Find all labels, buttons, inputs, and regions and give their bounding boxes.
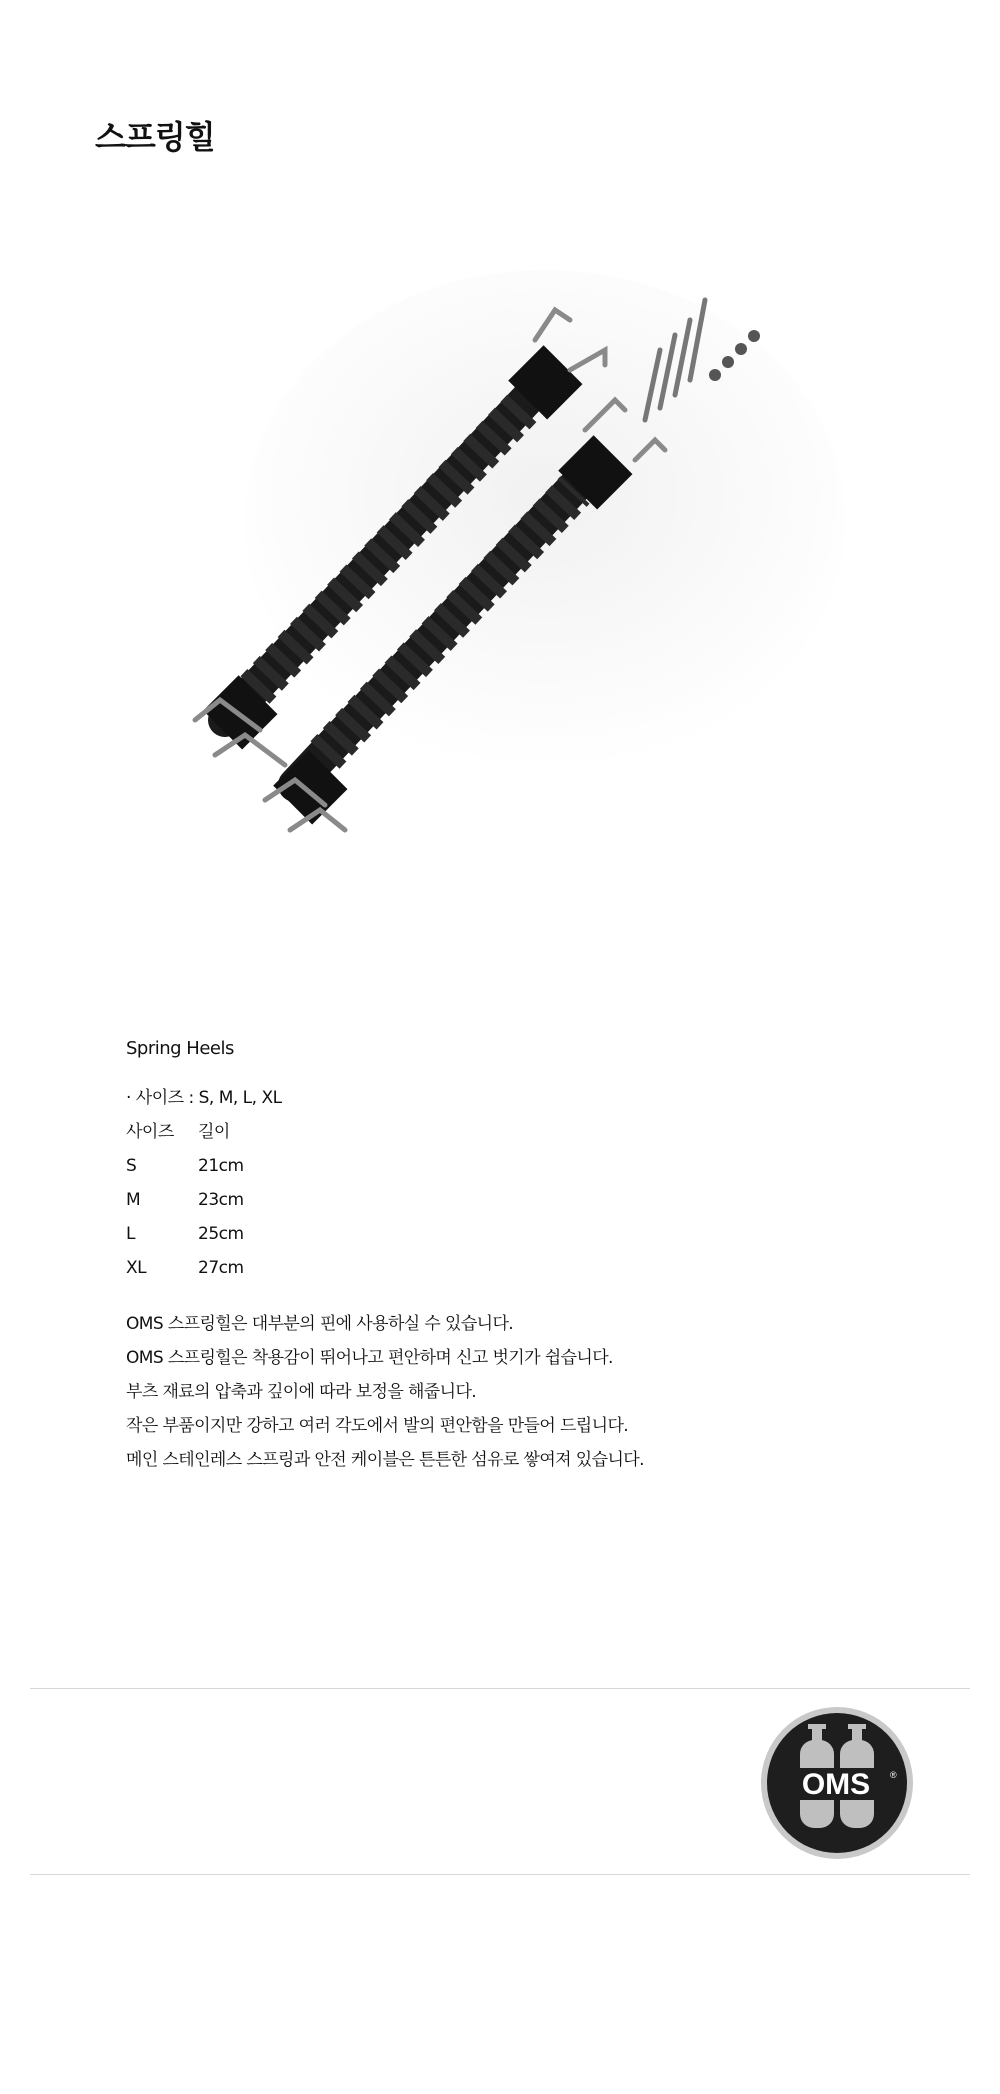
description-line: 메인 스테인레스 스프링과 안전 케이블은 튼튼한 섬유로 쌓여져 있습니다.: [126, 1450, 644, 1470]
spring-heels-illustration: [175, 270, 855, 880]
description-line: OMS 스프링힐은 대부분의 핀에 사용하실 수 있습니다.: [126, 1314, 514, 1334]
length-cell: 23cm: [198, 1190, 244, 1210]
table-row: [126, 1149, 244, 1183]
divider-bottom: [30, 1874, 970, 1875]
logo-text: OMS: [801, 1768, 871, 1801]
size-cell: M: [126, 1190, 141, 1210]
size-table: [126, 1115, 244, 1285]
registered-mark: ®: [890, 1770, 897, 1780]
table-row: [126, 1183, 244, 1217]
product-name: Spring Heels: [126, 1038, 234, 1059]
length-cell: 25cm: [198, 1224, 244, 1244]
product-spec: [126, 1035, 886, 1477]
size-cell: L: [126, 1224, 135, 1244]
oms-logo-mark: [760, 1706, 914, 1860]
size-cell: XL: [126, 1258, 147, 1278]
size-table-header: [126, 1115, 244, 1149]
length-cell: 21cm: [198, 1156, 244, 1176]
description-line: OMS 스프링힐은 착용감이 뛰어나고 편안하며 신고 벗기가 쉽습니다.: [126, 1348, 613, 1368]
table-row: [126, 1251, 244, 1285]
page-title: 스프링힐: [95, 118, 215, 156]
size-column-header: 사이즈: [126, 1122, 174, 1142]
product-image: [175, 270, 855, 880]
length-column-header: 길이: [198, 1122, 230, 1142]
size-cell: S: [126, 1156, 137, 1176]
oms-logo: [760, 1706, 914, 1860]
product-description: [126, 1307, 886, 1477]
length-cell: 27cm: [198, 1258, 244, 1278]
description-line: 작은 부품이지만 강하고 여러 각도에서 발의 편안함을 만들어 드립니다.: [126, 1416, 629, 1436]
table-row: [126, 1217, 244, 1251]
size-summary: · 사이즈 : S, M, L, XL: [126, 1088, 282, 1108]
divider-top: [30, 1688, 970, 1689]
description-line: 부츠 재료의 압축과 깊이에 따라 보정을 해줍니다.: [126, 1382, 477, 1402]
